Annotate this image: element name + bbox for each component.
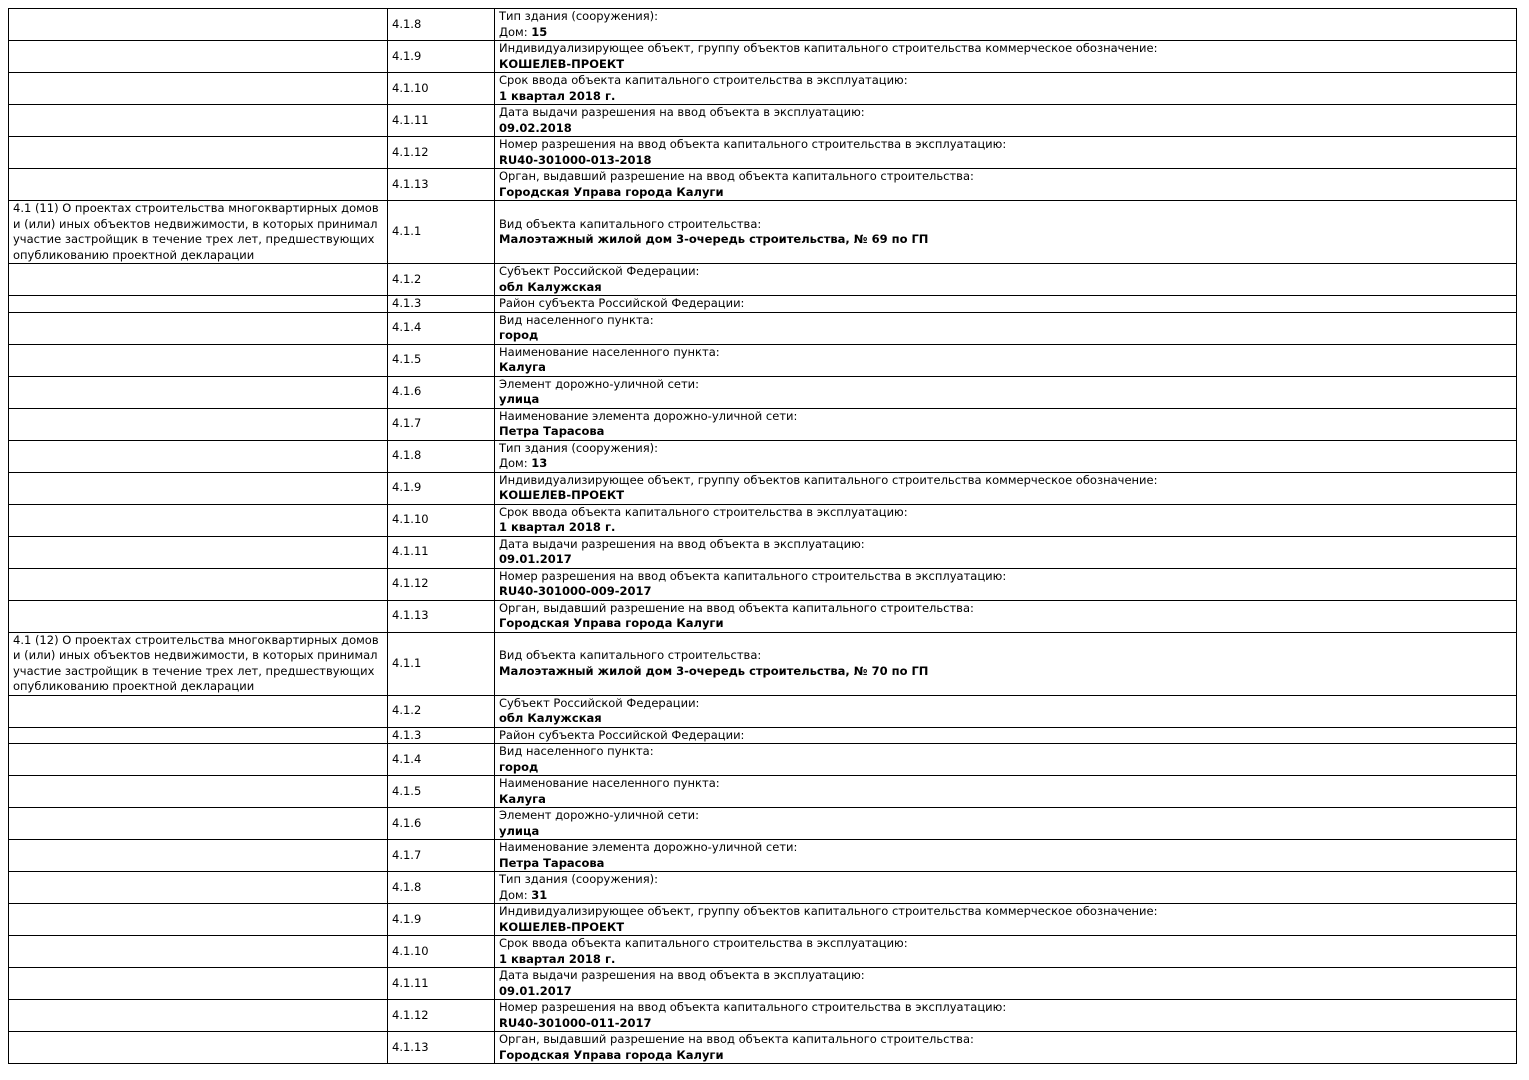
row-number: 4.1.11: [388, 105, 495, 137]
field-label: Вид объекта капитального строительства:: [499, 648, 762, 662]
row-number: 4.1.10: [388, 73, 495, 105]
row-number: 4.1.13: [388, 1032, 495, 1064]
field-value: [499, 920, 1512, 936]
field-value-prefix: Дом:: [499, 24, 532, 39]
row-number: 4.1.12: [388, 1000, 495, 1032]
row-content: [495, 296, 1517, 313]
row-content: [495, 344, 1517, 376]
field-value: [499, 1048, 1512, 1064]
field-value: [499, 57, 1512, 73]
field-value: [499, 520, 1512, 536]
row-content: [495, 936, 1517, 968]
row-number: 4.1.2: [388, 264, 495, 296]
row-content: [495, 105, 1517, 137]
section-description: 4.1 (12) О проектах строительства многоквартирных домов и (или) иных объектов недвижимости, в которых принимал участие застройщик в течение трех лет, предшествующих опубликованию проектной декларации: [9, 632, 388, 695]
row-content: [495, 9, 1517, 41]
table-row: [9, 344, 1517, 376]
field-value: [499, 360, 1512, 376]
table-row: [9, 1000, 1517, 1032]
row-number: 4.1.9: [388, 41, 495, 73]
table-row: [9, 376, 1517, 408]
section-description: [9, 695, 388, 727]
field-value: [499, 760, 1512, 776]
section-description: [9, 73, 388, 105]
row-number: 4.1.2: [388, 695, 495, 727]
row-content: [495, 1032, 1517, 1064]
field-label: Индивидуализирующее объект, группу объектов капитального строительства коммерческое обозначение:: [499, 41, 1158, 55]
field-value-bold: RU40-301000-011-2017: [499, 1015, 652, 1030]
field-value-bold: RU40-301000-013-2018: [499, 152, 652, 167]
row-number: 4.1.11: [388, 536, 495, 568]
field-value-bold: 09.01.2017: [499, 552, 572, 566]
field-label: Дата выдачи разрешения на ввод объекта в эксплуатацию:: [499, 968, 865, 982]
table-row: [9, 744, 1517, 776]
field-label: Наименование населенного пункта:: [499, 776, 720, 790]
field-value: [499, 856, 1512, 872]
field-value-bold: улица: [499, 392, 540, 406]
row-content: [495, 872, 1517, 904]
table-row: [9, 1032, 1517, 1064]
section-description: [9, 568, 388, 600]
field-value: [499, 328, 1512, 344]
row-number: 4.1.9: [388, 904, 495, 936]
table-row: [9, 169, 1517, 201]
field-value-bold: улица: [499, 823, 540, 838]
section-description: [9, 1000, 388, 1032]
table-row: [9, 904, 1517, 936]
field-label: Орган, выдавший разрешение на ввод объекта капитального строительства:: [499, 600, 974, 615]
row-number: 4.1.5: [388, 344, 495, 376]
section-description: [9, 472, 388, 504]
section-description: [9, 9, 388, 41]
table-row: [9, 568, 1517, 600]
table-row: [9, 105, 1517, 137]
field-value-bold: Городская Управа города Калуги: [499, 184, 724, 199]
row-number: 4.1.12: [388, 568, 495, 600]
row-content: [495, 968, 1517, 1000]
field-value-bold: Малоэтажный жилой дом 3-очередь строительства, № 69 по ГП: [499, 232, 929, 246]
field-label: Наименование элемента дорожно-уличной сети:: [499, 408, 798, 423]
field-value-bold: 09.01.2017: [499, 983, 572, 998]
field-label: Срок ввода объекта капитального строительства в эксплуатацию:: [499, 73, 908, 87]
field-value-bold: Петра Тарасова: [499, 424, 605, 438]
row-content: [495, 137, 1517, 169]
row-content: [495, 904, 1517, 936]
field-value: [499, 824, 1512, 840]
row-number: 4.1.7: [388, 408, 495, 440]
table-row: [9, 312, 1517, 344]
table-row: [9, 137, 1517, 169]
field-value: [499, 456, 1512, 472]
row-number: 4.1.8: [388, 440, 495, 472]
row-content: [495, 41, 1517, 73]
section-description: [9, 872, 388, 904]
field-value: [499, 121, 1512, 137]
table-row: [9, 472, 1517, 504]
table-row: [9, 727, 1517, 744]
field-value: [499, 392, 1512, 408]
section-description: [9, 936, 388, 968]
row-content: [495, 1000, 1517, 1032]
row-content: [495, 73, 1517, 105]
table-row: [9, 872, 1517, 904]
row-content: [495, 504, 1517, 536]
table-row: [9, 968, 1517, 1000]
section-description: [9, 296, 388, 313]
row-number: 4.1.12: [388, 137, 495, 169]
table-row: [9, 9, 1517, 41]
section-description: [9, 312, 388, 344]
field-value-bold: КОШЕЛЕВ-ПРОЕКТ: [499, 919, 625, 934]
table-row: [9, 201, 1517, 264]
field-value: [499, 664, 1512, 680]
field-value-bold: обл Калужская: [499, 711, 602, 725]
row-number: 4.1.4: [388, 312, 495, 344]
row-number: 4.1.8: [388, 872, 495, 904]
row-content: [495, 169, 1517, 201]
field-label: Элемент дорожно-уличной сети:: [499, 376, 700, 391]
row-number: 4.1.10: [388, 504, 495, 536]
row-number: 4.1.1: [388, 632, 495, 695]
field-value-prefix: Дом:: [499, 456, 532, 470]
field-value: [499, 25, 1512, 41]
row-content: [495, 776, 1517, 808]
row-number: 4.1.8: [388, 9, 495, 41]
field-value-bold: КОШЕЛЕВ-ПРОЕКТ: [499, 488, 625, 502]
field-label: Орган, выдавший разрешение на ввод объекта капитального строительства:: [499, 1032, 974, 1046]
section-description: [9, 376, 388, 408]
field-value: [499, 89, 1512, 105]
row-content: [495, 695, 1517, 727]
section-description: [9, 504, 388, 536]
row-number: 4.1.13: [388, 600, 495, 632]
table-row: [9, 600, 1517, 632]
row-content: [495, 744, 1517, 776]
field-value-bold: КОШЕЛЕВ-ПРОЕКТ: [499, 56, 625, 71]
field-value-bold: 1 квартал 2018 г.: [499, 520, 616, 534]
field-value-prefix: Дом:: [499, 887, 532, 902]
field-value: [499, 488, 1512, 504]
field-label: Номер разрешения на ввод объекта капитального строительства в эксплуатацию:: [499, 1000, 1007, 1014]
field-label: Субъект Российской Федерации:: [499, 695, 700, 710]
row-content: [495, 408, 1517, 440]
field-label: Наименование элемента дорожно-уличной сети:: [499, 840, 798, 854]
field-label: Субъект Российской Федерации:: [499, 264, 700, 278]
field-value-bold: RU40-301000-009-2017: [499, 584, 652, 598]
field-value-bold: город: [499, 759, 539, 774]
field-label: Наименование населенного пункта:: [499, 344, 720, 359]
section-description: [9, 1032, 388, 1064]
row-content: [495, 840, 1517, 872]
field-value-bold: 1 квартал 2018 г.: [499, 88, 616, 103]
section-description: [9, 968, 388, 1000]
document-table-body: [9, 9, 1517, 1064]
row-number: 4.1.11: [388, 968, 495, 1000]
field-label: Район субъекта Российской Федерации:: [499, 296, 745, 310]
field-label: Дата выдачи разрешения на ввод объекта в эксплуатацию:: [499, 105, 865, 119]
section-description: [9, 169, 388, 201]
section-description: [9, 137, 388, 169]
row-content: [495, 600, 1517, 632]
section-description: [9, 904, 388, 936]
row-content: [495, 568, 1517, 600]
row-content: [495, 808, 1517, 840]
field-value-bold: 13: [531, 456, 548, 470]
row-content: [495, 727, 1517, 744]
row-content: [495, 264, 1517, 296]
field-value-bold: 1 квартал 2018 г.: [499, 951, 616, 966]
field-value-bold: Городская Управа города Калуги: [499, 1047, 724, 1062]
table-row: [9, 695, 1517, 727]
field-value: [499, 952, 1512, 968]
field-value-bold: 09.02.2018: [499, 120, 572, 135]
field-label: Вид объекта капитального строительства:: [499, 216, 762, 231]
row-number: 4.1.9: [388, 472, 495, 504]
field-value-bold: 15: [531, 24, 548, 39]
table-row: [9, 408, 1517, 440]
section-description: [9, 344, 388, 376]
section-description: [9, 41, 388, 73]
row-number: 4.1.5: [388, 776, 495, 808]
field-label: Вид населенного пункта:: [499, 312, 654, 327]
field-label: Индивидуализирующее объект, группу объектов капитального строительства коммерческое обозначение:: [499, 472, 1158, 487]
table-row: [9, 632, 1517, 695]
field-value-bold: Петра Тарасова: [499, 855, 605, 870]
field-label: Элемент дорожно-уличной сети:: [499, 808, 700, 822]
field-value: [499, 584, 1512, 600]
row-number: 4.1.6: [388, 376, 495, 408]
field-value-bold: Малоэтажный жилой дом 3-очередь строительства, № 70 по ГП: [499, 663, 929, 678]
section-description: [9, 440, 388, 472]
section-description: [9, 600, 388, 632]
field-value: [499, 792, 1512, 808]
table-row: [9, 840, 1517, 872]
table-row: [9, 776, 1517, 808]
row-number: 4.1.3: [388, 296, 495, 313]
section-description: [9, 105, 388, 137]
table-row: [9, 440, 1517, 472]
field-value: [499, 552, 1512, 568]
section-description: [9, 808, 388, 840]
field-value: [499, 424, 1512, 440]
row-number: 4.1.13: [388, 169, 495, 201]
table-row: [9, 936, 1517, 968]
section-description: [9, 776, 388, 808]
field-label: Район субъекта Российской Федерации:: [499, 727, 745, 742]
field-value: [499, 185, 1512, 201]
field-value-bold: Калуга: [499, 791, 546, 806]
section-description: [9, 536, 388, 568]
row-number: 4.1.7: [388, 840, 495, 872]
row-content: [495, 440, 1517, 472]
field-label: Дата выдачи разрешения на ввод объекта в эксплуатацию:: [499, 536, 865, 551]
field-label: Тип здания (сооружения):: [499, 440, 659, 455]
section-description: [9, 744, 388, 776]
table-row: [9, 41, 1517, 73]
field-label: Номер разрешения на ввод объекта капитального строительства в эксплуатацию:: [499, 568, 1007, 583]
field-label: Индивидуализирующее объект, группу объектов капитального строительства коммерческое обозначение:: [499, 904, 1158, 918]
section-description: [9, 840, 388, 872]
field-label: Орган, выдавший разрешение на ввод объекта капитального строительства:: [499, 169, 974, 183]
table-row: [9, 536, 1517, 568]
section-description: [9, 408, 388, 440]
field-value: [499, 711, 1512, 727]
field-value: [499, 232, 1512, 248]
field-value-bold: 31: [531, 887, 548, 902]
section-description: [9, 727, 388, 744]
field-value: [499, 888, 1512, 904]
field-label: Тип здания (сооружения):: [499, 872, 659, 886]
section-description: 4.1 (11) О проектах строительства многоквартирных домов и (или) иных объектов недвижимости, в которых принимал участие застройщик в течение трех лет, предшествующих опубликованию проектной декларации: [9, 201, 388, 264]
field-value-bold: город: [499, 328, 539, 342]
row-number: 4.1.10: [388, 936, 495, 968]
field-value-bold: Калуга: [499, 360, 546, 374]
row-content: [495, 201, 1517, 264]
row-content: [495, 536, 1517, 568]
row-number: 4.1.4: [388, 744, 495, 776]
field-label: Срок ввода объекта капитального строительства в эксплуатацию:: [499, 936, 908, 950]
row-number: 4.1.1: [388, 201, 495, 264]
table-row: [9, 504, 1517, 536]
row-content: [495, 376, 1517, 408]
document-table: [8, 8, 1517, 1064]
row-content: [495, 312, 1517, 344]
field-label: Номер разрешения на ввод объекта капитального строительства в эксплуатацию:: [499, 137, 1007, 151]
table-row: [9, 296, 1517, 313]
table-row: [9, 808, 1517, 840]
section-description: [9, 264, 388, 296]
field-label: Тип здания (сооружения):: [499, 9, 659, 23]
table-row: [9, 264, 1517, 296]
row-content: [495, 632, 1517, 695]
row-content: [495, 472, 1517, 504]
table-row: [9, 73, 1517, 105]
field-value: [499, 616, 1512, 632]
row-number: 4.1.3: [388, 727, 495, 744]
field-value: [499, 984, 1512, 1000]
row-number: 4.1.6: [388, 808, 495, 840]
field-value: [499, 1016, 1512, 1032]
field-value: [499, 280, 1512, 296]
field-value-bold: обл Калужская: [499, 279, 602, 294]
field-value-bold: Городская Управа города Калуги: [499, 616, 724, 630]
field-label: Срок ввода объекта капитального строительства в эксплуатацию:: [499, 504, 908, 519]
field-label: Вид населенного пункта:: [499, 744, 654, 758]
field-value: [499, 153, 1512, 169]
